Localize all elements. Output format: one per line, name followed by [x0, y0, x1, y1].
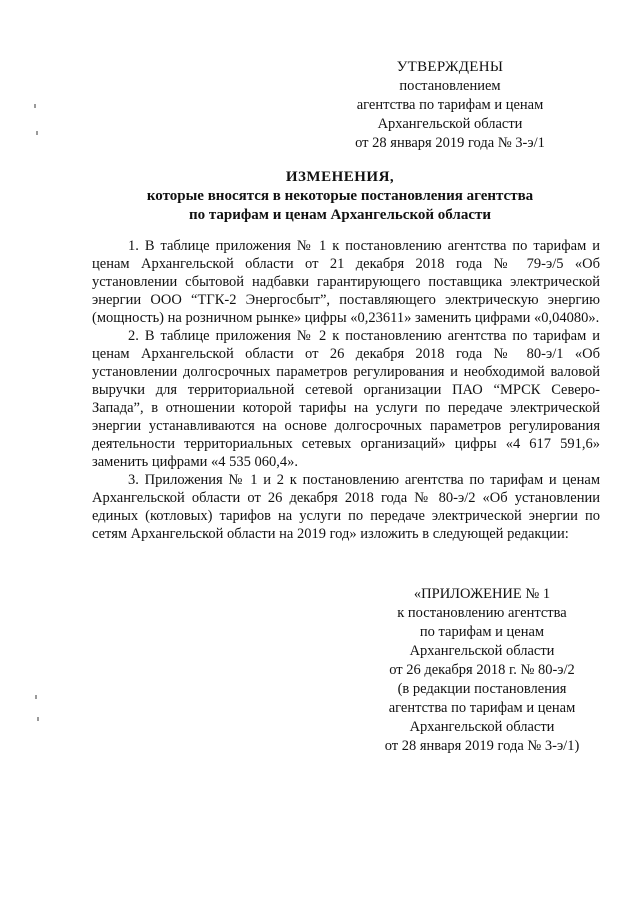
scan-speck [36, 131, 38, 135]
title-subtitle: которые вносятся в некоторые постановления агентства [146, 188, 534, 204]
paragraph-3: 3. Приложения № 1 и 2 к постановлению агентства по тарифам и ценам Архангельской области от 26 декабря 2018 года № 80-э/2 «Об установлении единых (котловых) тарифов на услуги по передаче электрической энергии по сетям Архангельской области на 2019 год» изложить в следующей редакции: [92, 472, 600, 542]
title-main: ИЗМЕНЕНИЯ, [285, 169, 395, 185]
approval-heading: УТВЕРЖДЕНЫ [396, 59, 504, 75]
document-body [92, 237, 600, 543]
appendix-line: агентства по тарифам и ценам [388, 700, 576, 716]
scan-speck [35, 695, 37, 699]
approval-line: Архангельской области [377, 116, 523, 132]
scan-speck [34, 104, 36, 108]
approval-line: постановлением [399, 78, 501, 94]
paragraph-1: 1. В таблице приложения № 1 к постановлению агентства по тарифам и ценам Архангельской области от 21 декабря 2018 года № 79-э/5 «Об установлении сбытовой надбавки гарантирующего поставщика электрической энергии ООО “ТГК-2 Энергосбыт”, поставляющего электрическую энергию (мощность) на розничном рынке» цифры «0,23611» заменить цифрами «0,04080». [92, 238, 600, 326]
appendix-line: от 28 января 2019 года № 3-э/1) [384, 738, 580, 754]
appendix-line: Архангельской области [409, 719, 555, 735]
appendix-line: Архангельской области [409, 643, 555, 659]
appendix-line: к постановлению агентства [397, 605, 567, 621]
paragraph-2: 2. В таблице приложения № 2 к постановлению агентства по тарифам и ценам Архангельской области от 26 декабря 2018 года № 80-э/1 «Об установлении долгосрочных параметров регулирования и необходимой валовой выручки для территориальной сетевой организации ПАО “МРСК Северо-Запада”, в отношении которой тарифы на услуги по передаче электрической энергии устанавливаются на основе долгосрочных параметров регулирования деятельности территориальных сетевых организаций» цифры «4 617 591,6» заменить цифрами «4 535 060,4». [92, 328, 600, 470]
title-subtitle: по тарифам и ценам Архангельской области [188, 207, 492, 223]
approval-line: агентства по тарифам и ценам [356, 97, 544, 113]
document-title [80, 168, 600, 225]
appendix-line: «ПРИЛОЖЕНИЕ № 1 [413, 586, 551, 602]
scan-speck [37, 717, 39, 721]
appendix-line: по тарифам и ценам [419, 624, 545, 640]
approval-block [330, 58, 570, 153]
approval-line: от 28 января 2019 года № 3-э/1 [355, 135, 545, 151]
appendix-heading [362, 585, 602, 756]
appendix-line: (в редакции постановления [397, 681, 567, 697]
appendix-line: от 26 декабря 2018 г. № 80-э/2 [389, 662, 575, 678]
